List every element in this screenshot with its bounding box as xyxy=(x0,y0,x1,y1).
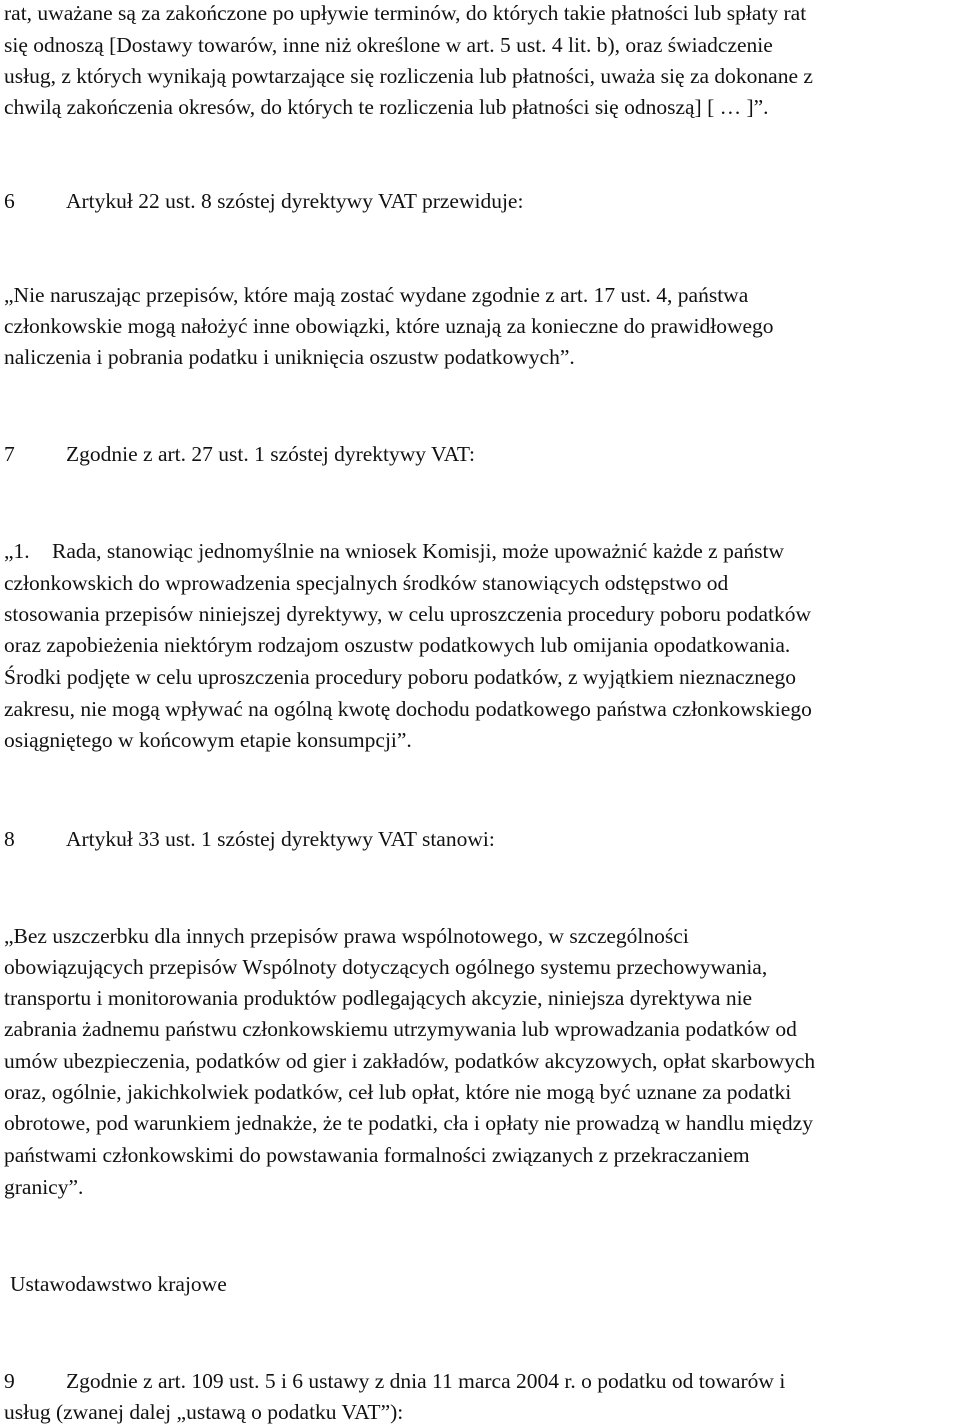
footnote-6-quote-line-3: naliczenia i pobrania podatku i uniknięcia oszustw podatkowych”. xyxy=(4,345,575,369)
footnote-8-quote-line-1: „Bez uszczerbku dla innych przepisów prawa wspólnotowego, w szczególności xyxy=(4,924,689,948)
footnote-7-quote-first: Rada, stanowiąc jednomyślnie na wniosek Komisji, może upoważnić każde z państw xyxy=(52,539,784,563)
footnote-8-quote-line-8: państwami członkowskimi do powstawania formalności związanych z przekraczaniem xyxy=(4,1143,750,1167)
intro-line-3: usług, z których wynikają powtarzające się rozliczenia lub płatności, uważa się za dokonane z xyxy=(4,64,813,88)
footnote-8-number: 8 xyxy=(4,827,15,851)
footnote-8-quote-line-6: oraz, ogólnie, jakichkolwiek podatków, ceł lub opłat, które nie mogą być uznane za podatki xyxy=(4,1080,792,1104)
footnote-7-quote-line-3: stosowania przepisów niniejszej dyrektywy, w celu uproszczenia procedury poboru podatków xyxy=(4,602,812,626)
footnote-8-quote-line-5: umów ubezpieczenia, podatków od gier i zakładów, podatków akcyzowych, opłat skarbowych xyxy=(4,1049,816,1073)
footnote-8-heading-row xyxy=(4,826,495,852)
footnote-6-heading-row xyxy=(4,188,523,214)
footnote-8-quote-line-3: transportu i monitorowania produktów podlegających akcyzie, niniejsza dyrektywa nie xyxy=(4,986,753,1010)
footnote-8-quote-line-4: zabrania żadnemu państwu członkowskiemu utrzymywania lub wprowadzania podatków od xyxy=(4,1017,797,1041)
footnote-7-quote-prefix: „1. xyxy=(4,539,30,563)
footnote-7-heading: Zgodnie z art. 27 ust. 1 szóstej dyrektywy VAT: xyxy=(66,442,475,466)
footnote-9-line-2: usług (zwanej dalej „ustawą o podatku VAT”): xyxy=(4,1400,404,1424)
footnote-9-line-1: Zgodnie z art. 109 ust. 5 i 6 ustawy z dnia 11 marca 2004 r. o podatku od towarów i xyxy=(66,1369,786,1393)
footnote-7-quote-line-1 xyxy=(4,538,784,564)
footnote-8-quote-line-9: granicy”. xyxy=(4,1175,84,1199)
footnote-8-quote-line-2: obowiązujących przepisów Wspólnoty dotyczących ogólnego systemu przechowywania, xyxy=(4,955,768,979)
footnote-7-quote-line-5: Środki podjęte w celu uproszczenia procedury poboru podatków, z wyjątkiem nieznacznego xyxy=(4,665,797,689)
footnote-6-quote-line-1: „Nie naruszając przepisów, które mają zostać wydane zgodnie z art. 17 ust. 4, państwa xyxy=(4,283,749,307)
footnote-7-quote-line-4: oraz zapobieżenia niektórym rodzajom oszustw podatkowych lub omijania opodatkowania. xyxy=(4,633,791,657)
footnote-8-heading: Artykuł 33 ust. 1 szóstej dyrektywy VAT stanowi: xyxy=(66,827,495,851)
footnote-9-row-1 xyxy=(4,1368,785,1394)
footnote-7-quote-line-7: osiągniętego w końcowym etapie konsumpcji”. xyxy=(4,728,412,752)
footnote-6-heading: Artykuł 22 ust. 8 szóstej dyrektywy VAT przewiduje: xyxy=(66,189,524,213)
section-heading-ustawodawstwo: Ustawodawstwo krajowe xyxy=(10,1272,227,1296)
footnote-6-number: 6 xyxy=(4,189,15,213)
intro-line-4: chwilą zakończenia okresów, do których te rozliczenia lub płatności się odnoszą] [ … ]”. xyxy=(4,95,769,119)
footnote-9-number: 9 xyxy=(4,1369,15,1393)
intro-line-2: się odnoszą [Dostawy towarów, inne niż określone w art. 5 ust. 4 lit. b), oraz świadczenie xyxy=(4,33,773,57)
footnote-7-quote-line-6: zakresu, nie mogą wpływać na ogólną kwotę dochodu podatkowego państwa członkowskiego xyxy=(4,697,812,721)
intro-line-1: rat, uważane są za zakończone po upływie terminów, do których takie płatności lub spłaty rat xyxy=(4,1,807,25)
footnote-6-quote-line-2: członkowskie mogą nałożyć inne obowiązki, które uznają za konieczne do prawidłowego xyxy=(4,314,774,338)
footnote-7-heading-row xyxy=(4,441,475,467)
footnote-8-quote-line-7: obrotowe, pod warunkiem jednakże, że te podatki, cła i opłaty nie prowadzą w handlu między xyxy=(4,1111,813,1135)
footnote-7-number: 7 xyxy=(4,442,15,466)
footnote-7-quote-line-2: członkowskich do wprowadzenia specjalnych środków stanowiących odstępstwo od xyxy=(4,571,729,595)
